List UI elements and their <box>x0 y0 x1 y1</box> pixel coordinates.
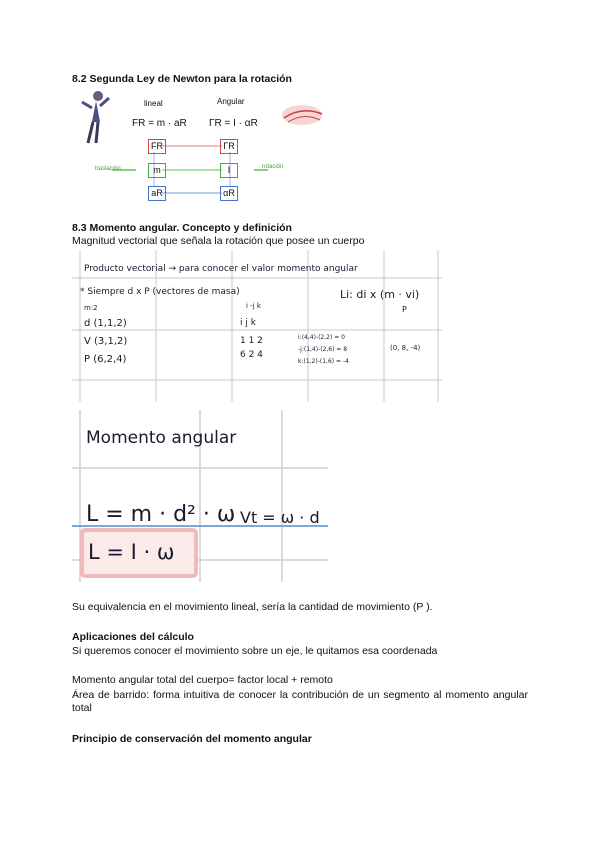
section-heading-8-3: 8.3 Momento angular. Concepto y definición <box>72 222 292 234</box>
matrix-head: i -j k <box>246 302 261 310</box>
equivalence-text: Su equivalencia en el movimiento lineal, sería la cantidad de movimiento (P ). <box>72 601 433 613</box>
notes-line3: m:2 <box>84 304 98 312</box>
board-formula1: L = m · d² · ω <box>86 502 236 527</box>
conservacion-heading: Principio de conservación del momento angular <box>72 733 312 745</box>
box-mass: m <box>148 163 166 178</box>
aplicaciones-p3: Área de barrido: forma intuitiva de conocer la contribución de un segmento al momento angular total <box>72 689 528 714</box>
calc-result: (0, 8, -4) <box>390 344 421 352</box>
whiteboard-image <box>72 410 328 582</box>
eq-linear: FR = m · aR <box>132 118 187 129</box>
board-title: Momento angular <box>86 428 237 448</box>
box-ang-accel: αR <box>220 186 238 201</box>
hand-illustration <box>278 98 326 132</box>
aplicaciones-heading: Aplicaciones del cálculo <box>72 631 194 643</box>
board-formula2: Vt = ω · d <box>240 508 320 527</box>
box-inertia: I <box>220 163 238 178</box>
col-linear-label: lineal <box>144 99 163 108</box>
notes-formula: Li: di x (m · vi) <box>340 288 420 301</box>
matrix-row2: 6 2 4 <box>240 350 263 360</box>
label-rotacion: rotación <box>262 164 284 170</box>
section-heading-8-2: 8.2 Segunda Ley de Newton para la rotación <box>72 73 292 85</box>
aplicaciones-p1: Si queremos conocer el movimiento sobre un eje, le quitamos esa coordenada <box>72 645 438 657</box>
box-accel: aR <box>148 186 166 201</box>
box-torque: ΓR <box>220 139 238 154</box>
eq-angular: ΓR = I · αR <box>209 118 258 129</box>
notes-line6: P (6,2,4) <box>84 354 127 365</box>
calc-line3: k:(1,2)-(1,6) = -4 <box>298 358 349 365</box>
board-formula3: L = I · ω <box>88 540 175 564</box>
aplicaciones-p2: Momento angular total del cuerpo= factor local + remoto <box>72 674 333 686</box>
notes-line5: V (3,1,2) <box>84 336 128 347</box>
col-angular-label: Angular <box>217 97 245 106</box>
matrix-row1: 1 1 2 <box>240 336 263 346</box>
calc-line1: i:(4,4)-(2,2) = 0 <box>298 334 345 341</box>
notes-formula-sub: P <box>402 305 407 314</box>
notes-line1: Producto vectorial → para conocer el valor momento angular <box>84 264 358 274</box>
notes-line2: * Siempre d x P (vectores de masa) <box>80 287 240 297</box>
calc-line2: -j:(1,4)-(2,6) = 8 <box>298 346 348 353</box>
handwritten-notes <box>72 250 442 402</box>
matrix-row0: i j k <box>240 318 256 328</box>
intro-text: Magnitud vectorial que señala la rotación que posee un cuerpo <box>72 235 365 247</box>
box-force: FR <box>148 139 166 154</box>
label-traslacion: traslación <box>95 166 121 172</box>
notes-line4: d (1,1,2) <box>84 318 127 329</box>
